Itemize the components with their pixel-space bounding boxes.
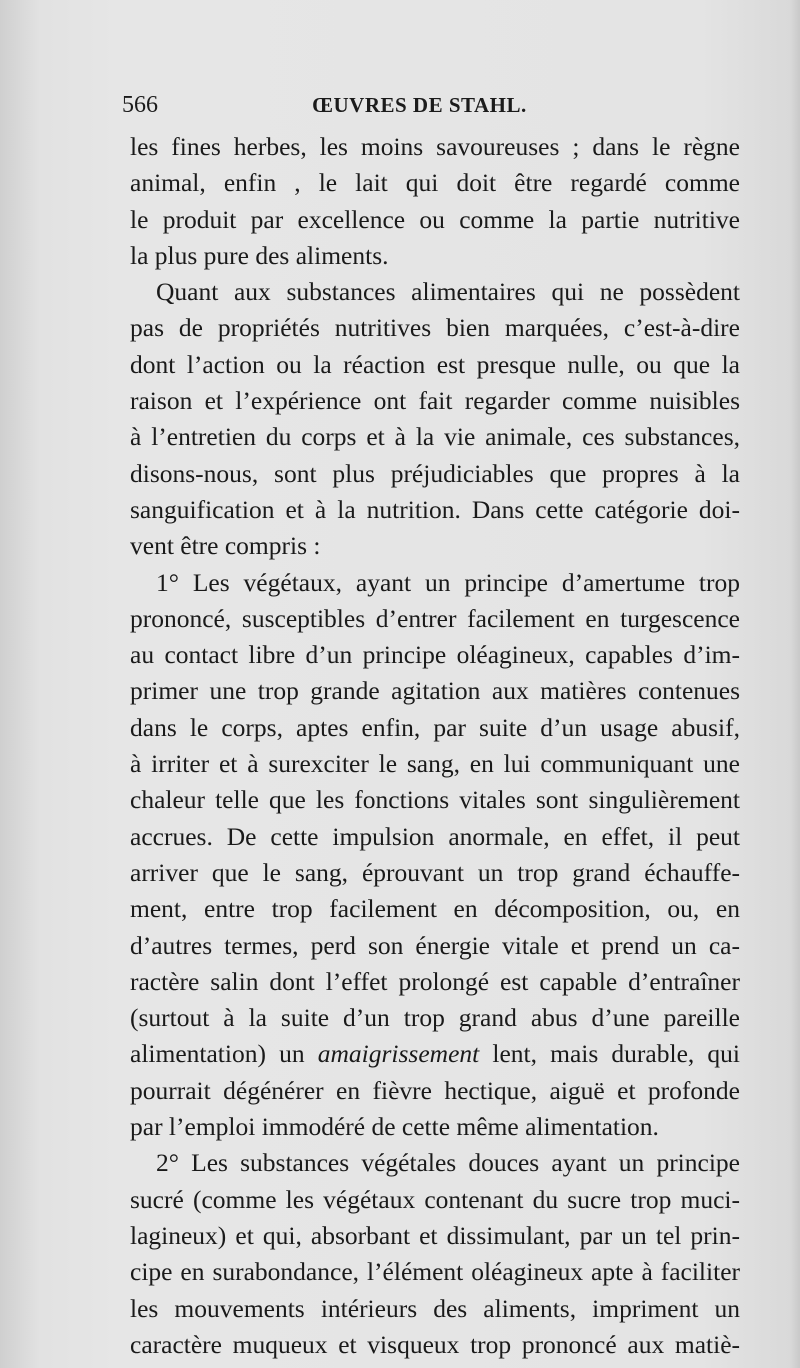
text-line: lagineux) et qui, absorbant et dissimulant, par un tel prin- (130, 1220, 740, 1250)
text-line: alimentation) un amaigrissement lent, mais durable, qui (130, 1039, 740, 1069)
page-header (122, 88, 682, 122)
text-line: 2° Les substances végétales douces ayant un principe (156, 1148, 740, 1178)
text-line: chaleur telle que les fonctions vitales sont singulièrement (130, 785, 740, 815)
text-line: au contact libre d’un principe oléagineux, capables d’im- (130, 640, 740, 670)
text-line: à irriter et à surexciter le sang, en lui communiquant une (130, 749, 740, 779)
text-line: dont l’action ou la réaction est presque nulle, ou que la (130, 349, 740, 379)
text-line: primer une trop grande agitation aux matières contenues (130, 676, 740, 706)
text-line: 1° Les végétaux, ayant un principe d’amertume trop (156, 567, 740, 597)
text-line: à l’entretien du corps et à la vie animale, ces substances, (130, 422, 740, 452)
text-line: caractère muqueux et visqueux trop prononcé aux matiè- (130, 1329, 740, 1359)
text-line: la plus pure des aliments. (130, 240, 389, 270)
page-number: 566 (122, 92, 158, 118)
text-line: ment, entre trop facilement en décomposition, ou, en (130, 894, 740, 924)
text-line: disons-nous, sont plus préjudiciables que propres à la (130, 458, 740, 488)
body-text (130, 129, 740, 1363)
text-line: les fines herbes, les moins savoureuses ; dans le règne (130, 132, 740, 161)
text-line: pas de propriétés nutritives bien marquées, c’est-à-dire (130, 313, 740, 343)
text-line: le produit par excellence ou comme la partie nutritive (130, 204, 740, 234)
text-line: sanguification et à la nutrition. Dans cette catégorie doi- (130, 494, 740, 524)
text-line: Quant aux substances alimentaires qui ne possèdent (156, 277, 740, 307)
text-line: pourrait dégénérer en fièvre hectique, aiguë et profonde (130, 1075, 740, 1105)
text-line: les mouvements intérieurs des aliments, impriment un (130, 1293, 740, 1323)
text-line: raison et l’expérience ont fait regarder comme nuisibles (130, 386, 740, 416)
text-line: d’autres termes, perd son énergie vitale et prend un ca- (130, 930, 740, 960)
running-title: ŒUVRES DE STAHL. (312, 93, 527, 117)
text-line: sucré (comme les végétaux contenant du sucre trop muci- (130, 1184, 740, 1214)
text-line: vent être compris : (130, 531, 321, 561)
text-line: prononcé, susceptibles d’entrer facilement en turgescence (130, 603, 740, 633)
text-line: animal, enfin , le lait qui doit être regardé comme (130, 168, 740, 198)
text-line: ractère salin dont l’effet prolongé est capable d’entraîner (130, 966, 740, 996)
text-line: par l’emploi immodéré de cette même alimentation. (130, 1112, 659, 1142)
text-line: arriver que le sang, éprouvant un trop grand échauffe- (130, 857, 740, 887)
text-line: accrues. De cette impulsion anormale, en effet, il peut (130, 821, 740, 851)
text-line: dans le corps, aptes enfin, par suite d’un usage abusif, (130, 712, 740, 742)
text-line: cipe en surabondance, l’élément oléagineux apte à faciliter (130, 1257, 740, 1287)
text-line: (surtout à la suite d’un trop grand abus d’une pareille (130, 1003, 740, 1033)
